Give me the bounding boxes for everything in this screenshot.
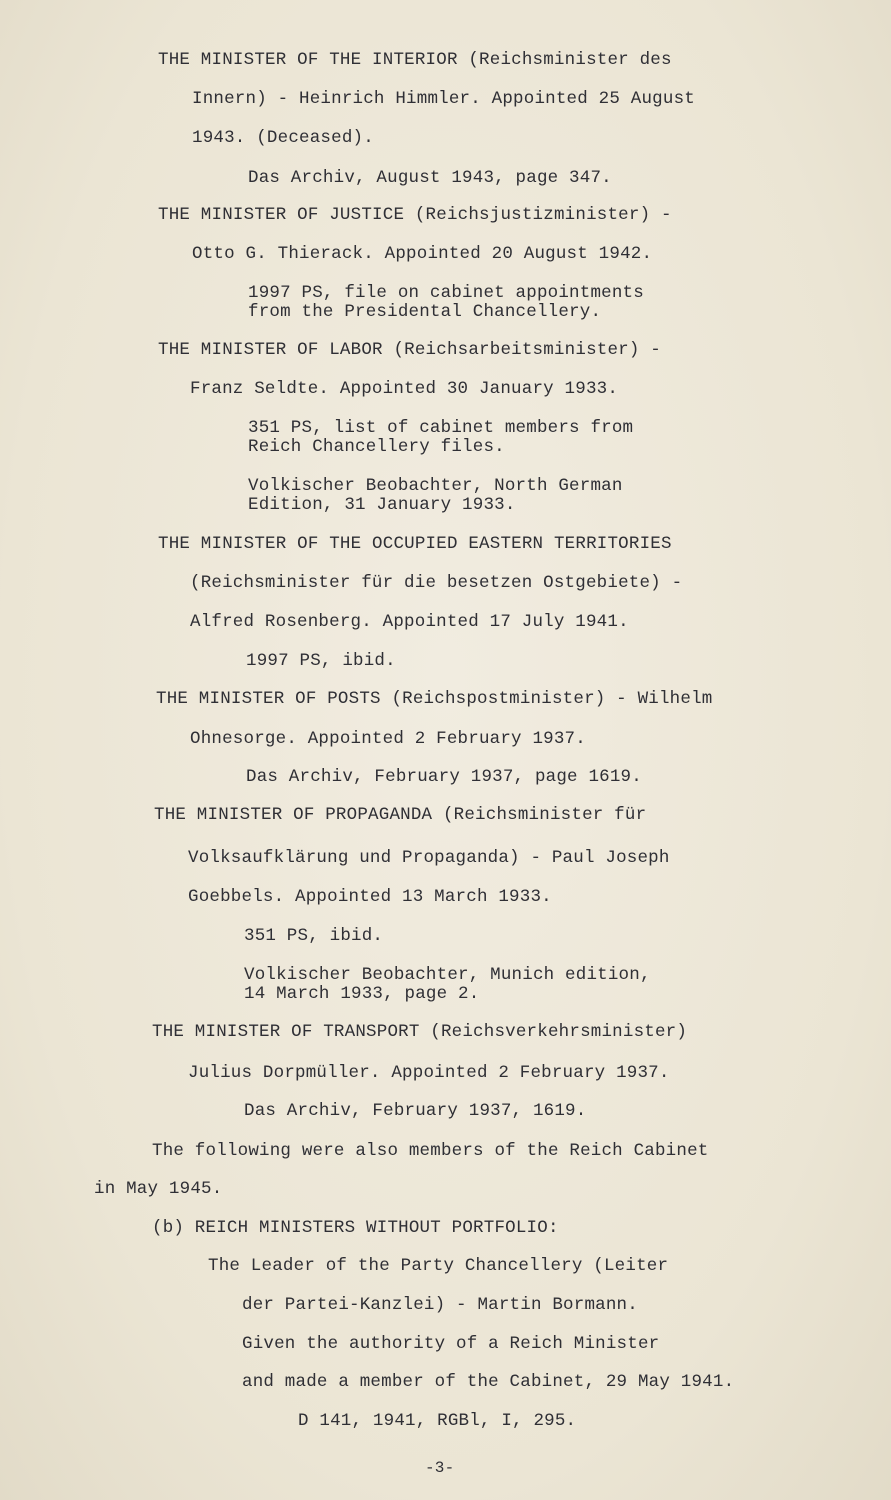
text-line: THE MINISTER OF PROPAGANDA (Reichsminister für (154, 805, 647, 825)
text-line: in May 1945. (94, 1179, 223, 1199)
text-line: Julius Dorpmüller. Appointed 2 February 1937. (188, 1063, 670, 1083)
text-line: Alfred Rosenberg. Appointed 17 July 1941. (190, 612, 629, 632)
text-line: Franz Seldte. Appointed 30 January 1933. (190, 379, 619, 399)
citation-line: 351 PS, list of cabinet members from (248, 418, 634, 438)
text-line: Given the authority of a Reich Minister (242, 1334, 660, 1354)
citation-line: Das Archiv, February 1937, 1619. (244, 1101, 587, 1121)
text-line: Volksaufklärung und Propaganda) - Paul Joseph (188, 848, 670, 868)
text-line: Ohnesorge. Appointed 2 February 1937. (190, 729, 586, 749)
citation-line: Das Archiv, February 1937, page 1619. (246, 767, 642, 787)
citation-line: Volkischer Beobachter, North German (248, 476, 623, 496)
text-line: 1943. (Deceased). (192, 128, 374, 148)
text-line: THE MINISTER OF LABOR (Reichsarbeitsminister) - (158, 340, 661, 360)
citation-line: Reich Chancellery files. (248, 437, 505, 457)
page-number: -3- (425, 1459, 455, 1477)
text-line: Goebbels. Appointed 13 March 1933. (188, 887, 552, 907)
text-line: THE MINISTER OF TRANSPORT (Reichsverkehrsminister) (152, 1022, 688, 1042)
text-line: and made a member of the Cabinet, 29 May 1941. (242, 1372, 735, 1392)
citation-line: 14 March 1933, page 2. (244, 984, 480, 1004)
section-heading: (b) REICH MINISTERS WITHOUT PORTFOLIO: (152, 1218, 559, 1238)
text-line: (Reichsminister für die besetzen Ostgebiete) - (190, 573, 683, 593)
citation-line: Edition, 31 January 1933. (248, 495, 516, 515)
text-line: der Partei-Kanzlei) - Martin Bormann. (242, 1295, 638, 1315)
text-line: THE MINISTER OF THE OCCUPIED EASTERN TERRITORIES (158, 534, 672, 554)
citation-line: 351 PS, ibid. (244, 926, 384, 946)
citation-line: 1997 PS, ibid. (246, 651, 396, 671)
citation-line: 1997 PS, file on cabinet appointments (248, 283, 644, 303)
text-line: Otto G. Thierack. Appointed 20 August 1942. (192, 244, 653, 264)
citation-line: Das Archiv, August 1943, page 347. (248, 168, 612, 188)
text-line: THE MINISTER OF JUSTICE (Reichsjustizminister) - (158, 205, 672, 225)
text-line: The following were also members of the Reich Cabinet (152, 1141, 709, 1161)
text-line: Innern) - Heinrich Himmler. Appointed 25 August (192, 89, 695, 109)
citation-line: Volkischer Beobachter, Munich edition, (244, 965, 651, 985)
citation-line: D 141, 1941, RGBl, I, 295. (298, 1411, 577, 1431)
text-line: THE MINISTER OF POSTS (Reichspostminister) - Wilhelm (156, 689, 713, 709)
citation-line: from the Presidental Chancellery. (248, 302, 602, 322)
text-line: The Leader of the Party Chancellery (Leiter (208, 1256, 669, 1276)
text-line: THE MINISTER OF THE INTERIOR (Reichsminister des (158, 50, 672, 70)
